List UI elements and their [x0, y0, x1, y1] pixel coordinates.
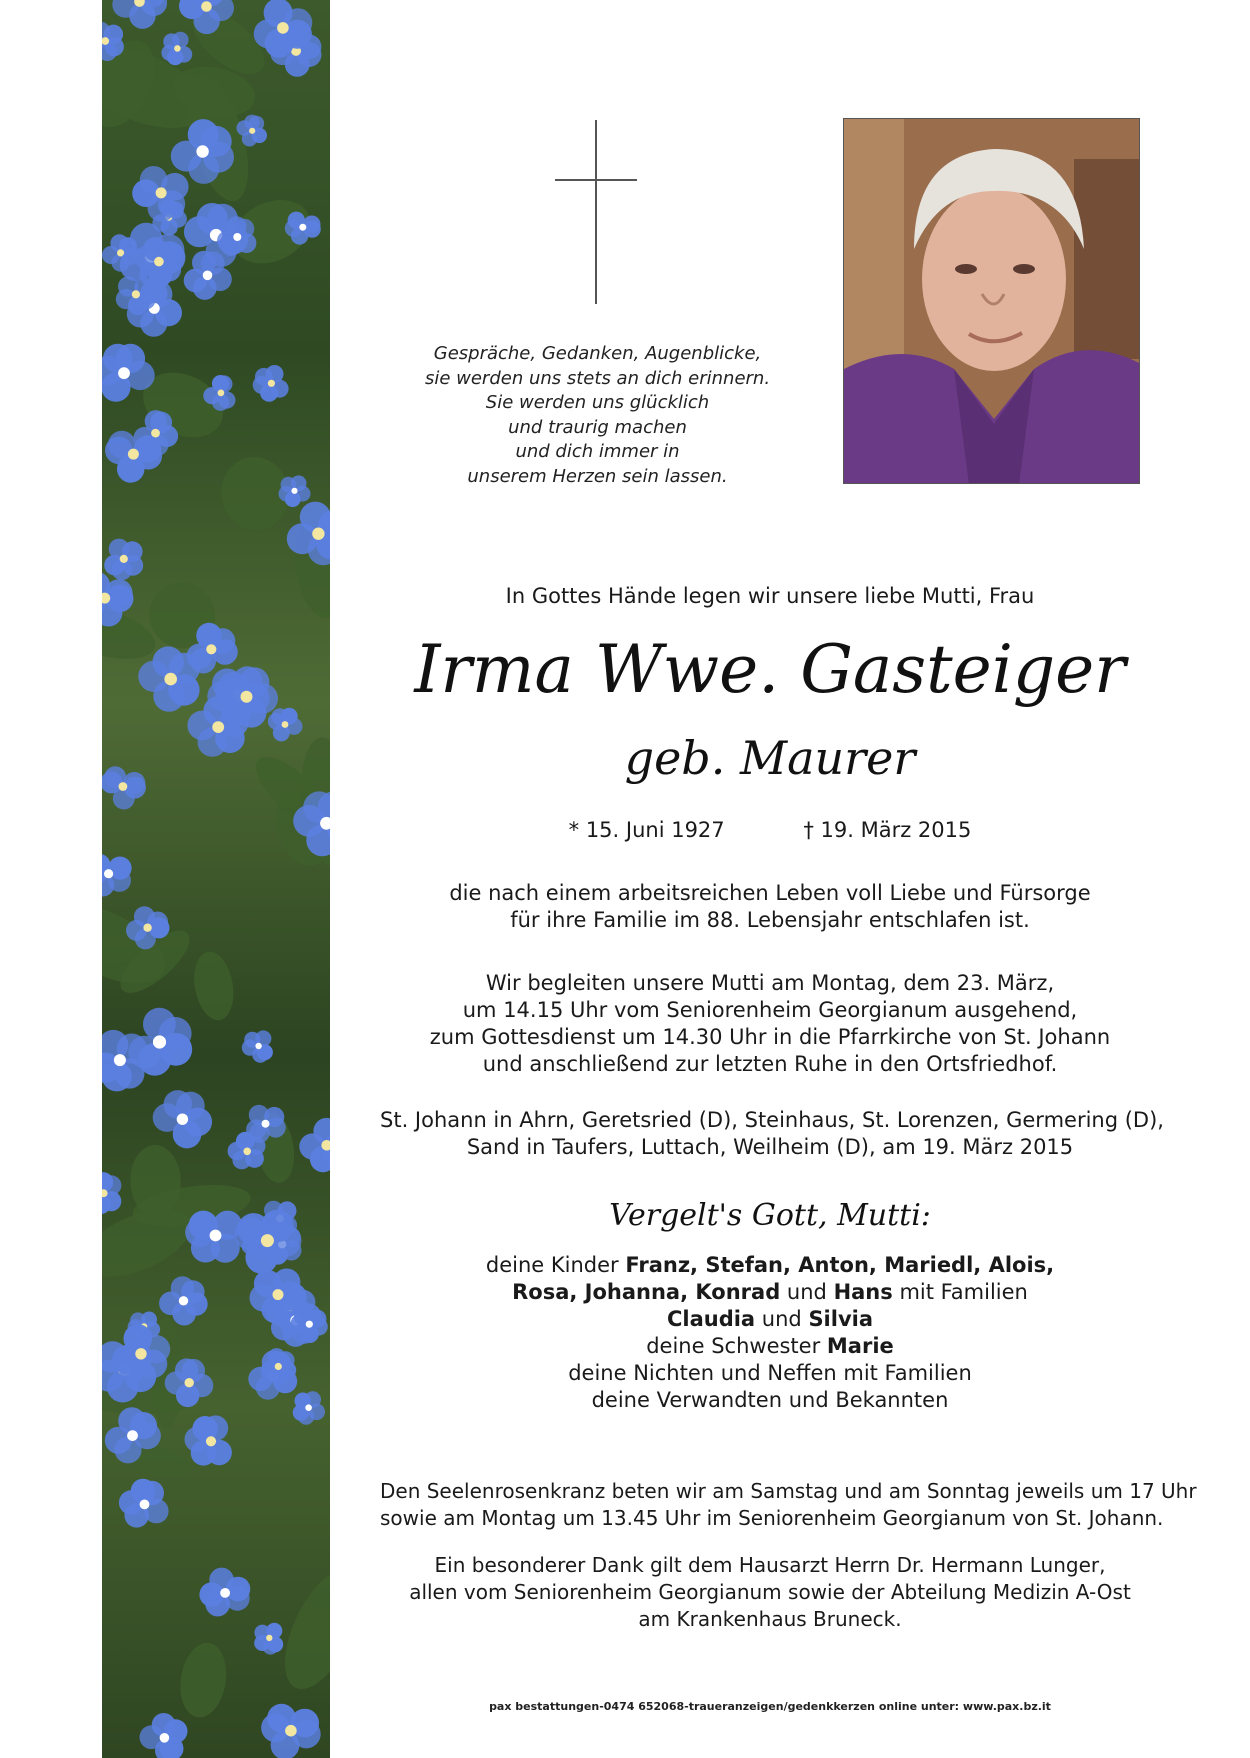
thanks-title: Vergelt's Gott, Mutti:: [609, 1198, 931, 1233]
mourners-names: Claudia: [666, 1307, 756, 1331]
flower-shape: [199, 1568, 250, 1617]
mourners-line-nieces: deine Nichten und Neffen mit Familien: [568, 1361, 972, 1385]
poem-line: unserem Herzen sein lassen.: [467, 465, 728, 487]
mourners-line-sister: [380, 1333, 1160, 1360]
flower-shape: [299, 1118, 330, 1172]
gratitude-text: [380, 1552, 1160, 1633]
death-date: † 19. März 2015: [803, 818, 972, 842]
birth-date: * 15. Juni 1927: [568, 818, 725, 842]
mourners-line-relatives: deine Verwandten und Bekannten: [591, 1388, 949, 1412]
flower-shape: [128, 1008, 192, 1076]
deceased-name: Irma Wwe. Gasteiger: [414, 631, 1126, 708]
places-text: [380, 1107, 1164, 1161]
flower-shape: [102, 766, 146, 809]
mourners-names: Hans: [833, 1280, 893, 1304]
poem-line: Sie werden uns glücklich: [485, 392, 710, 413]
portrait-photo: [843, 118, 1140, 484]
text-line: Ein besonderer Dank gilt dem Hausarzt Herrn Dr. Hermann Lunger,: [434, 1553, 1106, 1577]
text-line: und anschließend zur letzten Ruhe in den Ortsfriedhof.: [482, 1052, 1058, 1076]
mourners-names: Silvia: [808, 1307, 874, 1331]
text-line: zum Gottesdienst um 14.30 Uhr in die Pfarrkirche von St. Johann: [429, 1025, 1111, 1049]
flower-shape: [102, 1172, 121, 1214]
mourners-names: Franz, Stefan, Anton, Mariedl, Alois,: [625, 1253, 1055, 1277]
flower-shape: [242, 1030, 273, 1062]
flower-shape: [102, 854, 132, 897]
poem-line: sie werden uns stets an dich erinnern.: [424, 367, 771, 389]
mourners-list: [380, 1252, 1160, 1414]
flower-shape: [153, 1090, 212, 1148]
intro-line: In Gottes Hände legen wir unsere liebe Mutti, Frau: [505, 584, 1035, 608]
mourners-line-grandchildren: [380, 1306, 1160, 1333]
flower-shape: [293, 1391, 325, 1424]
text-line: um 14.15 Uhr vom Seniorenheim Georgianum ausgehend,: [462, 998, 1078, 1022]
maiden-name: geb. Maurer: [624, 731, 916, 785]
flower-shape: [185, 1211, 242, 1263]
poem: [400, 342, 795, 489]
forget-me-not-flowers: [102, 0, 330, 1758]
rosary-text: [380, 1478, 1197, 1532]
text-line: allen vom Seniorenheim Georgianum sowie der Abteilung Medizin A-Ost: [409, 1580, 1131, 1604]
text-line: Den Seelenrosenkranz beten wir am Samstag und am Sonntag jeweils um 17 Uhr: [380, 1479, 1197, 1503]
poem-line: Gespräche, Gedanken, Augenblicke,: [433, 343, 762, 364]
text-line: für ihre Familie im 88. Lebensjahr entschlafen ist.: [510, 908, 1030, 932]
mourners-line-children-2: [380, 1279, 1160, 1306]
poem-line: und dich immer in: [515, 441, 680, 462]
mourners-text: deine Schwester: [646, 1334, 821, 1358]
flower-shape: [119, 1479, 169, 1528]
text-line: die nach einem arbeitsreichen Leben voll Liebe und Fürsorge: [449, 881, 1091, 905]
text-line: Wir begleiten unsere Mutti am Montag, dem 23. März,: [485, 971, 1055, 995]
flower-shape: [132, 166, 188, 222]
flower-shape: [261, 1704, 321, 1758]
footer-text: pax bestattungen-0474 652068-traueranzeigen/gedenkkerzen online unter: www.pax.bz.it: [489, 1700, 1051, 1713]
mourners-text: und: [786, 1280, 827, 1304]
mourners-names: Marie: [826, 1334, 894, 1358]
mourners-names: Rosa, Johanna, Konrad: [512, 1280, 781, 1304]
life-text: [380, 880, 1160, 934]
leaf-shape: [189, 949, 238, 1024]
flower-shape: [140, 1713, 188, 1758]
flower-shape: [228, 1132, 266, 1170]
flower-shape: [253, 365, 289, 402]
flower-shape: [185, 1415, 232, 1465]
flower-shape: [112, 0, 167, 29]
mourners-line-children: [380, 1252, 1160, 1279]
flower-shape: [104, 539, 143, 581]
flower-shape: [161, 32, 192, 66]
text-line: am Krankenhaus Bruneck.: [638, 1607, 902, 1631]
mourners-text: und: [761, 1307, 802, 1331]
text-line: St. Johann in Ahrn, Geretsried (D), Steinhaus, St. Lorenzen, Germering (D),: [380, 1108, 1164, 1132]
mourners-text: mit Familien: [899, 1280, 1028, 1304]
flower-shape: [254, 1623, 283, 1655]
mourners-text: deine Kinder: [485, 1253, 619, 1277]
text-line: Sand in Taufers, Luttach, Weilheim (D), am 19. März 2015: [466, 1135, 1074, 1159]
flower-strip-image: [102, 0, 330, 1758]
text-line: sowie am Montag um 13.45 Uhr im Seniorenheim Georgianum von St. Johann.: [380, 1506, 1164, 1530]
flower-shape: [234, 1210, 301, 1274]
cross-icon: [555, 120, 637, 304]
flower-shape: [268, 708, 303, 742]
funeral-text: [380, 970, 1160, 1078]
flower-shape: [105, 431, 162, 483]
life-dates: [380, 816, 1160, 844]
portrait-illustration: [844, 119, 1140, 484]
poem-line: und traurig machen: [508, 416, 687, 438]
leaf-shape: [175, 1639, 231, 1720]
intro-text: [380, 583, 1160, 610]
